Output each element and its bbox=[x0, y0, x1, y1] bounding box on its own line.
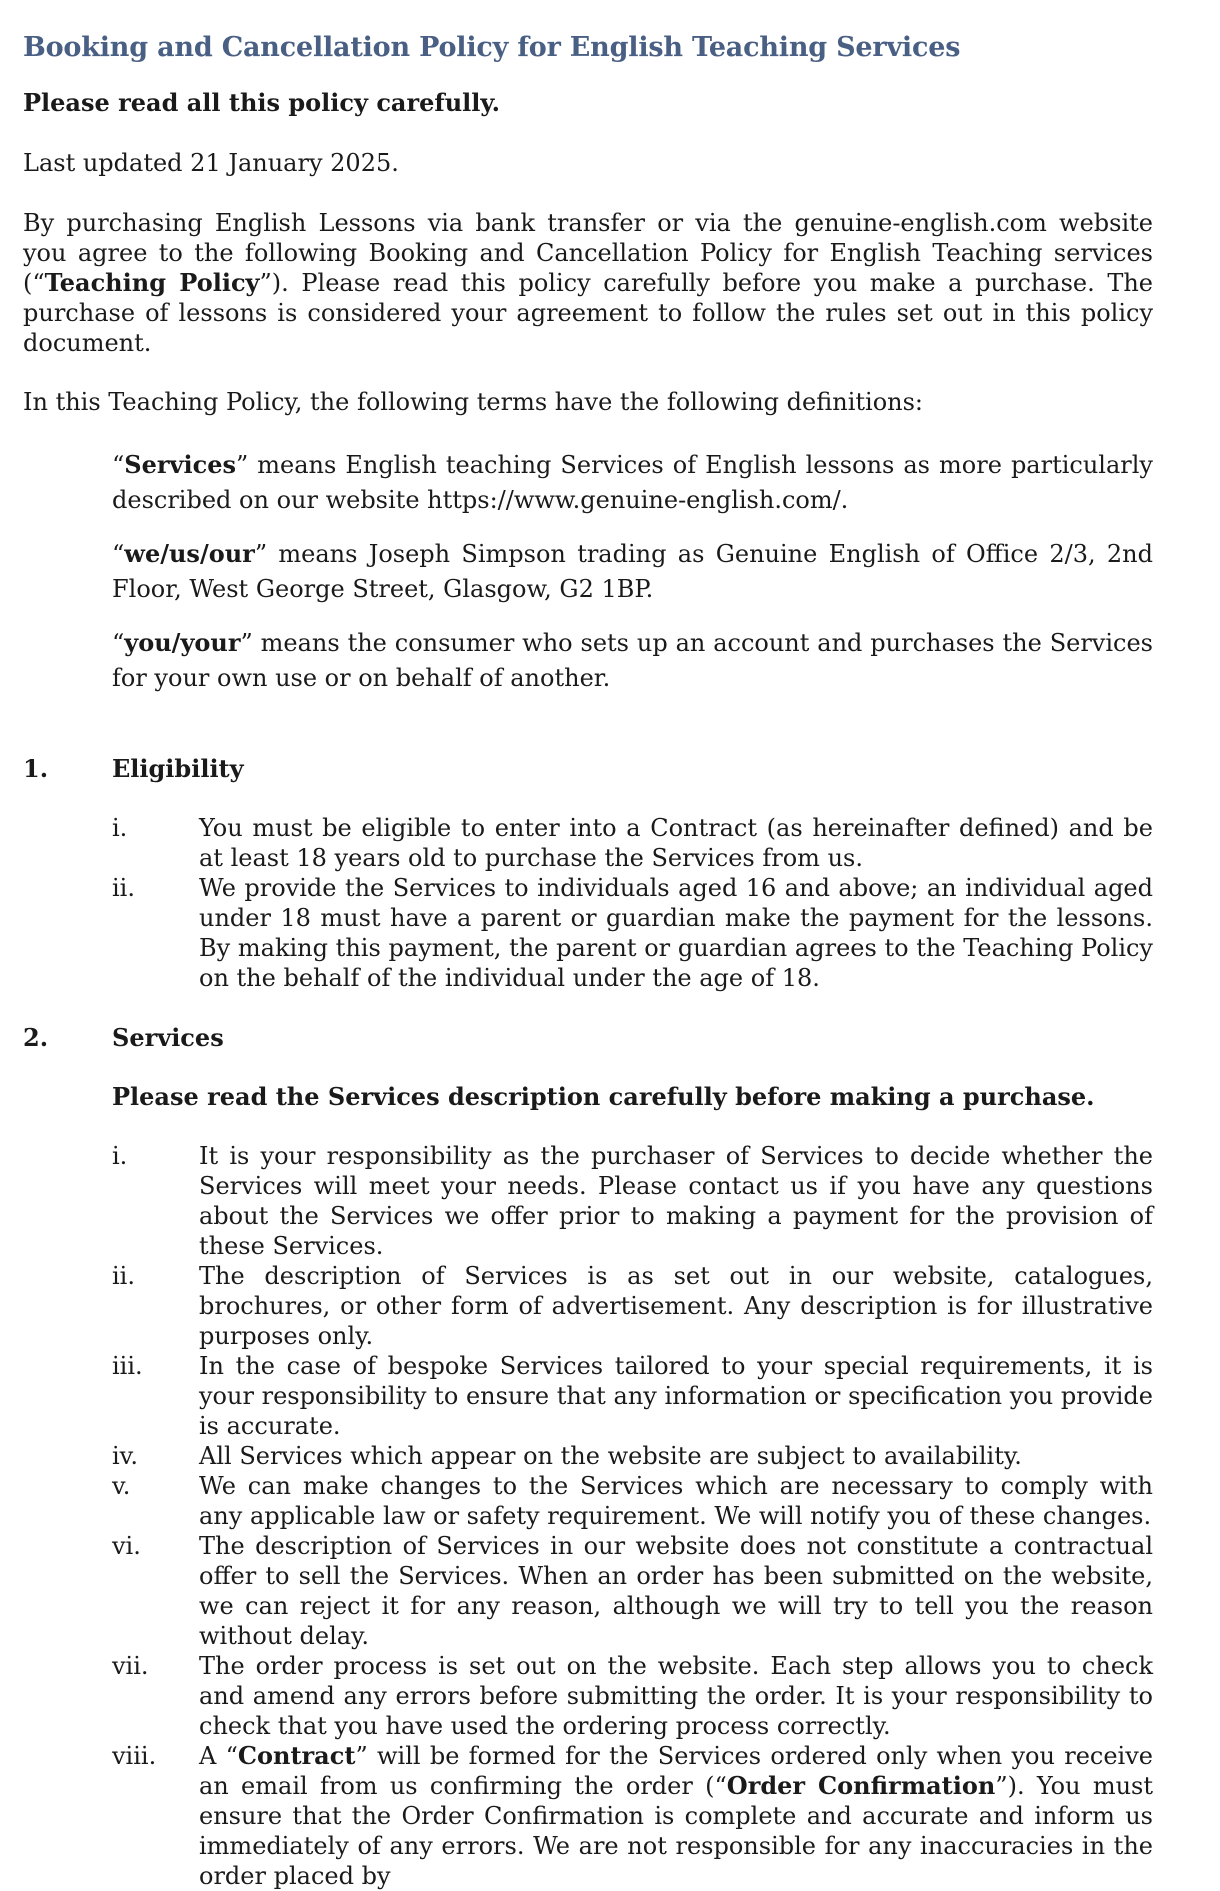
document-title: Booking and Cancellation Policy for English Teaching Services bbox=[23, 32, 961, 63]
list-item bbox=[112, 1351, 1153, 1441]
item-text: In the case of bespoke Services tailored to your special requirements, it is your responsibility to ensure that any information or specification you provide is accurate. bbox=[199, 1352, 1153, 1440]
last-updated-date: Last updated 21 January 2025. bbox=[23, 149, 399, 177]
definition-text: ” means Joseph Simpson trading as Genuine English of Office 2/3, 2nd Floor, West George Street, Glasgow, G2 1BP. bbox=[112, 540, 1153, 603]
item-defined-term: Order Confirmation bbox=[726, 1771, 996, 1800]
section-services-heading bbox=[23, 1023, 1153, 1053]
item-text-part: A “ bbox=[199, 1742, 238, 1770]
item-text-part: ” will be formed for the Services ordered only when you receive an email from us confirming the order (“ bbox=[199, 1742, 1153, 1800]
item-number: ii. bbox=[112, 874, 135, 902]
intro-defined-term: Teaching Policy bbox=[44, 268, 260, 297]
definition-we-us-our bbox=[112, 536, 1153, 607]
item-defined-term: Contract bbox=[237, 1741, 356, 1770]
list-item bbox=[112, 1651, 1153, 1741]
definition-open-quote: “ bbox=[112, 451, 125, 479]
item-text: It is your responsibility as the purchaser of Services to decide whether the Services will meet your needs. Please contact us if you have any questions about the Services we offer prior to making a payment for the provision of these Services. bbox=[199, 1142, 1153, 1260]
section-eligibility-heading bbox=[23, 754, 1153, 784]
eligibility-items bbox=[112, 813, 1153, 993]
definition-open-quote: “ bbox=[112, 629, 125, 657]
services-description-notice: Please read the Services description carefully before making a purchase. bbox=[112, 1082, 1095, 1111]
definition-you-your bbox=[112, 625, 1153, 696]
section-number: 1. bbox=[23, 754, 49, 783]
list-item bbox=[112, 1471, 1153, 1531]
item-number: i. bbox=[112, 814, 128, 842]
item-number: i. bbox=[112, 1142, 128, 1170]
item-text: The order process is set out on the website. Each step allows you to check and amend any errors before submitting the order. It is your responsibility to check that you have used the ordering process correctly. bbox=[199, 1652, 1153, 1740]
item-text: We can make changes to the Services which are necessary to comply with any applicable law or safety requirement. We will notify you of these changes. bbox=[199, 1472, 1153, 1530]
item-text: You must be eligible to enter into a Contract (as hereinafter defined) and be at least 18 years old to purchase the Services from us. bbox=[199, 814, 1153, 872]
item-text: All Services which appear on the website are subject to availability. bbox=[199, 1442, 1022, 1470]
section-heading-text: Services bbox=[112, 1023, 224, 1052]
item-number: v. bbox=[112, 1472, 131, 1500]
item-text: We provide the Services to individuals aged 16 and above; an individual aged under 18 must have a parent or guardian make the payment for the lessons. By making this payment, the parent or guardian agrees to the Teaching Policy on the behalf of the individual under the age of 18. bbox=[199, 874, 1153, 992]
read-carefully-notice: Please read all this policy carefully. bbox=[23, 88, 500, 117]
item-number: viii. bbox=[112, 1742, 157, 1770]
list-item bbox=[112, 1141, 1153, 1261]
item-text: The description of Services is as set out in our website, catalogues, brochures, or other form of advertisement. Any description is for illustrative purposes only. bbox=[199, 1262, 1153, 1350]
list-item bbox=[112, 1441, 1153, 1471]
definition-services bbox=[112, 447, 1153, 518]
definition-term: you/your bbox=[124, 628, 241, 657]
intro-text-part2: ”). Please read this policy carefully before you make a purchase. The purchase of lessons is considered your agreement to follow the rules set out in this policy document. bbox=[23, 269, 1153, 357]
list-item bbox=[112, 1261, 1153, 1351]
item-number: ii. bbox=[112, 1262, 135, 1290]
definitions-list bbox=[112, 447, 1153, 696]
list-item bbox=[112, 1531, 1153, 1651]
section-heading-text: Eligibility bbox=[112, 754, 244, 783]
definition-text: ” means the consumer who sets up an account and purchases the Services for your own use or on behalf of another. bbox=[112, 629, 1153, 692]
item-number: iii. bbox=[112, 1352, 143, 1380]
item-text-part: ”). You must ensure that the Order Confirmation is complete and accurate and inform us immediately of any errors. We are not responsible for any inaccuracies in the order placed by bbox=[199, 1772, 1154, 1890]
intro-text-part1: By purchasing English Lessons via bank transfer or via the genuine-english.com website you agree to the following Booking and Cancellation Policy for English Teaching services (“ bbox=[23, 209, 1153, 297]
definition-text: ” means English teaching Services of English lessons as more particularly described on our website https://www.genuine-english.com/. bbox=[112, 451, 1153, 514]
item-number: vii. bbox=[112, 1652, 149, 1680]
definitions-intro: In this Teaching Policy, the following terms have the following definitions: bbox=[23, 388, 923, 416]
list-item bbox=[112, 873, 1153, 993]
item-text: The description of Services in our website does not constitute a contractual offer to sell the Services. When an order has been submitted on the website, we can reject it for any reason, although we will try to tell you the reason without delay. bbox=[199, 1532, 1153, 1650]
item-number: vi. bbox=[112, 1532, 141, 1560]
section-number: 2. bbox=[23, 1023, 49, 1052]
services-items bbox=[112, 1141, 1153, 1891]
list-item bbox=[112, 813, 1153, 873]
definition-open-quote: “ bbox=[112, 540, 125, 568]
definition-term: we/us/our bbox=[124, 539, 255, 568]
intro-paragraph bbox=[23, 208, 1153, 358]
definition-term: Services bbox=[124, 450, 236, 479]
item-number: iv. bbox=[112, 1442, 139, 1470]
item-text bbox=[199, 1741, 1153, 1891]
list-item bbox=[112, 1741, 1153, 1891]
policy-document bbox=[23, 28, 1153, 1891]
